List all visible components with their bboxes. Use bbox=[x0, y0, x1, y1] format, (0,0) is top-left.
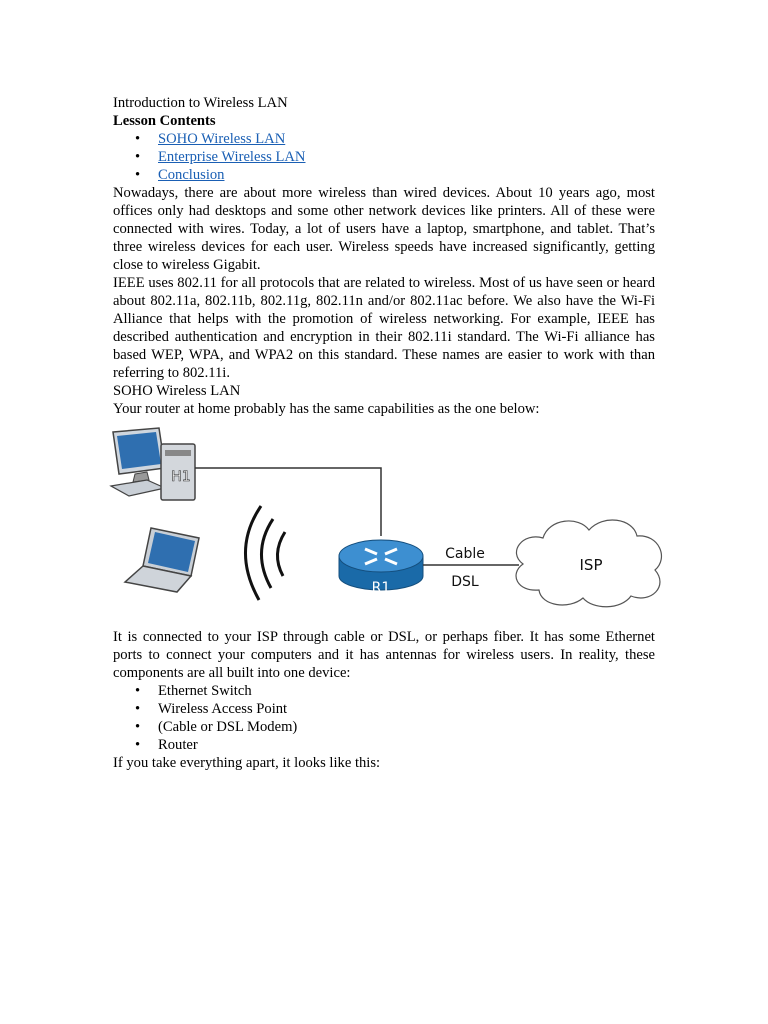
toc-item bbox=[113, 130, 655, 148]
paragraph-intro: Nowadays, there are about more wireless than wired devices. About 10 years ago, most offices only had desktops and some other network devices like printers. All of these were connected with wires. Today, a lot of users have a laptop, smartphone, and tablet. That’s three wireless devices for each user. Wireless speeds have increased significantly, getting close to wireless Gigabit. bbox=[113, 185, 655, 273]
wireless-signal-icon bbox=[245, 506, 285, 600]
document-page bbox=[113, 94, 655, 772]
link-label-cable: Cable bbox=[445, 546, 485, 562]
lesson-contents-heading: Lesson Contents bbox=[113, 113, 216, 129]
ethernet-link-line bbox=[195, 468, 381, 536]
paragraph-router-intro: Your router at home probably has the same capabilities as the one below: bbox=[113, 401, 540, 417]
toc-link-enterprise[interactable]: Enterprise Wireless LAN bbox=[158, 149, 306, 165]
router-icon bbox=[339, 540, 423, 596]
toc-link-soho[interactable]: SOHO Wireless LAN bbox=[158, 131, 286, 147]
desktop-computer-icon bbox=[111, 428, 195, 500]
list-item: • Router bbox=[113, 736, 655, 754]
toc-item bbox=[113, 166, 655, 184]
list-item: • Wireless Access Point bbox=[113, 700, 655, 718]
list-item: • (Cable or DSL Modem) bbox=[113, 718, 655, 736]
host-label: H1 bbox=[171, 469, 191, 485]
paragraph-router-connection: It is connected to your ISP through cable or DSL, or perhaps fiber. It has some Ethernet ports to connect your computers and it has antennas for wireless users. In reality, these components are all built into one device: bbox=[113, 629, 655, 681]
laptop-icon bbox=[125, 528, 199, 592]
components-list bbox=[113, 682, 655, 754]
network-diagram bbox=[113, 424, 655, 620]
cloud-icon bbox=[516, 520, 661, 607]
toc-link-conclusion[interactable]: Conclusion bbox=[158, 167, 225, 183]
cloud-label: ISP bbox=[579, 556, 603, 574]
toc-item bbox=[113, 148, 655, 166]
paragraph-ieee: IEEE uses 802.11 for all protocols that are related to wireless. Most of us have seen or heard about 802.11a, 802.11b, 802.11g, 802.11n and/or 802.11ac before. We also have the Wi-Fi Alliance that helps with the promotion of wireless networking. For example, IEEE has described authentication and encryption in their 802.11i standard. The Wi-Fi alliance has based WEP, WPA, and WPA2 on this standard. These names are easier to work with than referring to 802.11i. bbox=[113, 275, 655, 381]
link-label-dsl: DSL bbox=[451, 574, 479, 590]
paragraph-take-apart: If you take everything apart, it looks like this: bbox=[113, 755, 381, 771]
intro-title: Introduction to Wireless LAN bbox=[113, 95, 288, 111]
table-of-contents bbox=[113, 130, 655, 184]
list-item: • Ethernet Switch bbox=[113, 682, 655, 700]
network-diagram-svg bbox=[103, 424, 663, 620]
router-label: R1 bbox=[371, 580, 391, 596]
section-heading-soho: SOHO Wireless LAN bbox=[113, 383, 241, 399]
